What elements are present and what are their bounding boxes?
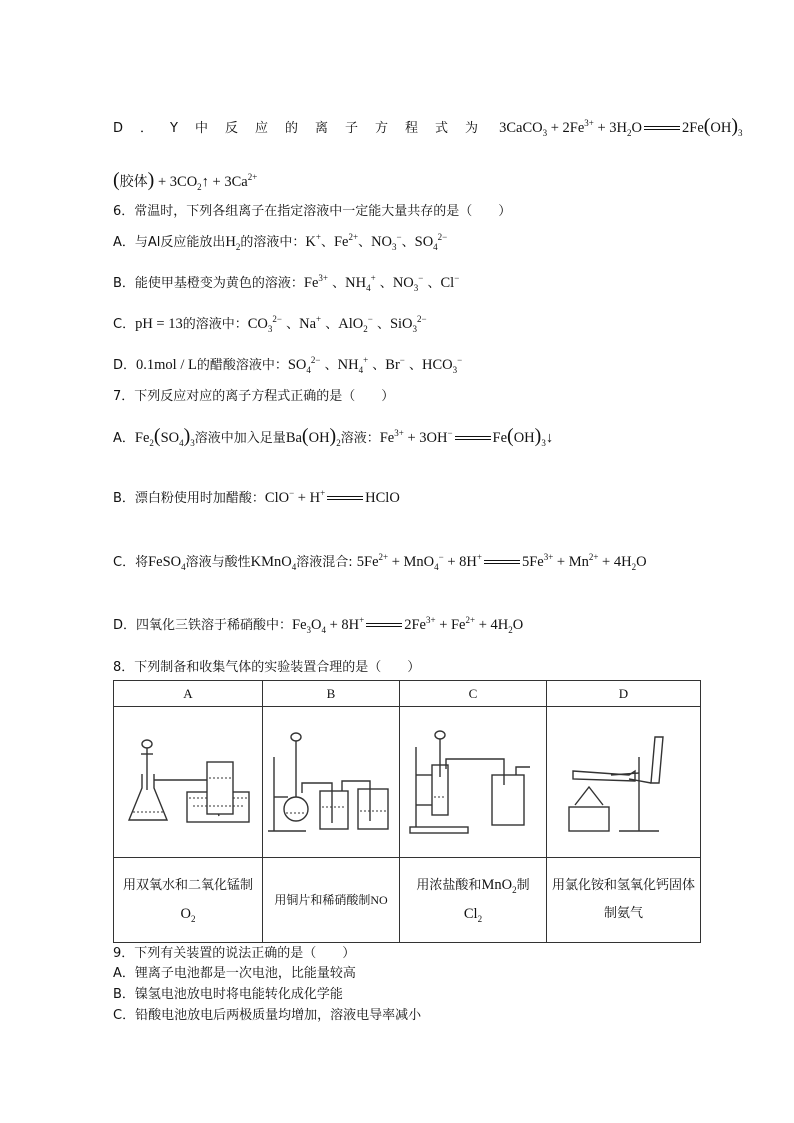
caption-c: 用浓盐酸和MnO$_2$制 $Cl_2$ — [400, 858, 547, 943]
q7-option-c[interactable]: C．将FeSO$_4$溶液与酸性KMnO$_4$溶液混合: $5Fe^{2+} + MnO_4^- + 8H^+$ $5Fe^{3+} + Mn^{2+} + 4H_2O$ — [113, 552, 647, 572]
q6-option-c[interactable]: C．pH = 13的溶液中：$CO_3^{2-}$ 、Na+ 、AlO$_2$− 、SiO$_3^{2-}$ — [113, 314, 427, 334]
header-d: D — [547, 681, 701, 707]
q9-option-a[interactable]: A．锂离子电池都是一次电池，比能量较高 — [113, 966, 356, 981]
q9-option-c[interactable]: C．铅酸电池放电后两极质量均增加，溶液电导率减小 — [113, 1008, 422, 1023]
apparatus-a-cell[interactable] — [114, 707, 263, 858]
header-b: B — [263, 681, 400, 707]
q9-stem: 9．下列有关装置的说法正确的是（ ） — [113, 946, 356, 961]
caption-b: 用铜片和稀硝酸制NO — [263, 858, 400, 943]
apparatus-d-cell[interactable] — [547, 707, 701, 858]
q6-option-a[interactable]: A．与Al反应能放出$H_2$的溶液中：K+、$Fe^{2+}$、$NO_3^-$、$SO_4^{2-}$ — [113, 232, 448, 252]
caption-a: 用双氧水和二氧化锰制 $O_2$ — [114, 858, 263, 943]
apparatus-c-cell[interactable] — [400, 707, 547, 858]
q7-option-d[interactable]: D．四氧化三铁溶于稀硝酸中：$Fe_3O_4 + 8H^+$ $2Fe^{3+} + Fe^{2+} + 4H_2O$ — [113, 615, 524, 635]
apparatus-b-image — [266, 727, 396, 837]
q6-option-d[interactable]: D．0.1mol / L的醋酸溶液中：$SO_4^{2-}$ 、$NH_4^+$ 、Br− 、$HCO_3^-$ — [113, 355, 463, 375]
q5-option-d: D．Y中反应的离子方程式为 3CaCO$_3$ + $2Fe^{3+} + 3H_2O$ $2Fe(OH)_3$ — [113, 115, 743, 138]
caption-d: 用氯化铵和氢氧化钙固体 制氨气 — [547, 858, 701, 943]
q8-apparatus-table — [113, 680, 701, 943]
q8-stem: 8．下列制备和收集气体的实验装置合理的是（ ） — [113, 660, 421, 675]
q5-equation: 3CaCO$_3$ + $2Fe^{3+} + 3H_2O$ $2Fe(OH)_3$ — [499, 115, 743, 138]
apparatus-d-image — [559, 727, 689, 837]
apparatus-b-cell[interactable] — [263, 707, 400, 858]
header-a: A — [114, 681, 263, 707]
q7-stem: 7．下列反应对应的离子方程式正确的是（ ） — [113, 389, 395, 404]
q7-option-a[interactable]: A．$Fe_2(SO_4)_3$溶液中加入足量$Ba(OH)_2$溶液：$Fe^{3+} + 3OH^-$ $Fe(OH)_3↓$ — [113, 425, 554, 448]
q6-option-b[interactable]: B．能使甲基橙变为黄色的溶液：$Fe^{3+}$ 、$NH_4^+$ 、$NO_3^-$ 、Cl− — [113, 273, 460, 293]
q7-option-b[interactable]: B．漂白粉使用时加醋酸：ClO− + H+ HClO — [113, 488, 400, 506]
header-c: C — [400, 681, 547, 707]
apparatus-c-image — [408, 727, 538, 837]
q9-option-b[interactable]: B．镍氢电池放电时将电能转化成化学能 — [113, 987, 343, 1002]
q5-equation-continued: (胶体) + $3CO_2↑ + 3Ca^{2+}$ — [113, 169, 258, 192]
q6-stem: 6．常温时，下列各组离子在指定溶液中一定能大量共存的是（ ） — [113, 204, 512, 219]
apparatus-a-image — [123, 732, 253, 832]
